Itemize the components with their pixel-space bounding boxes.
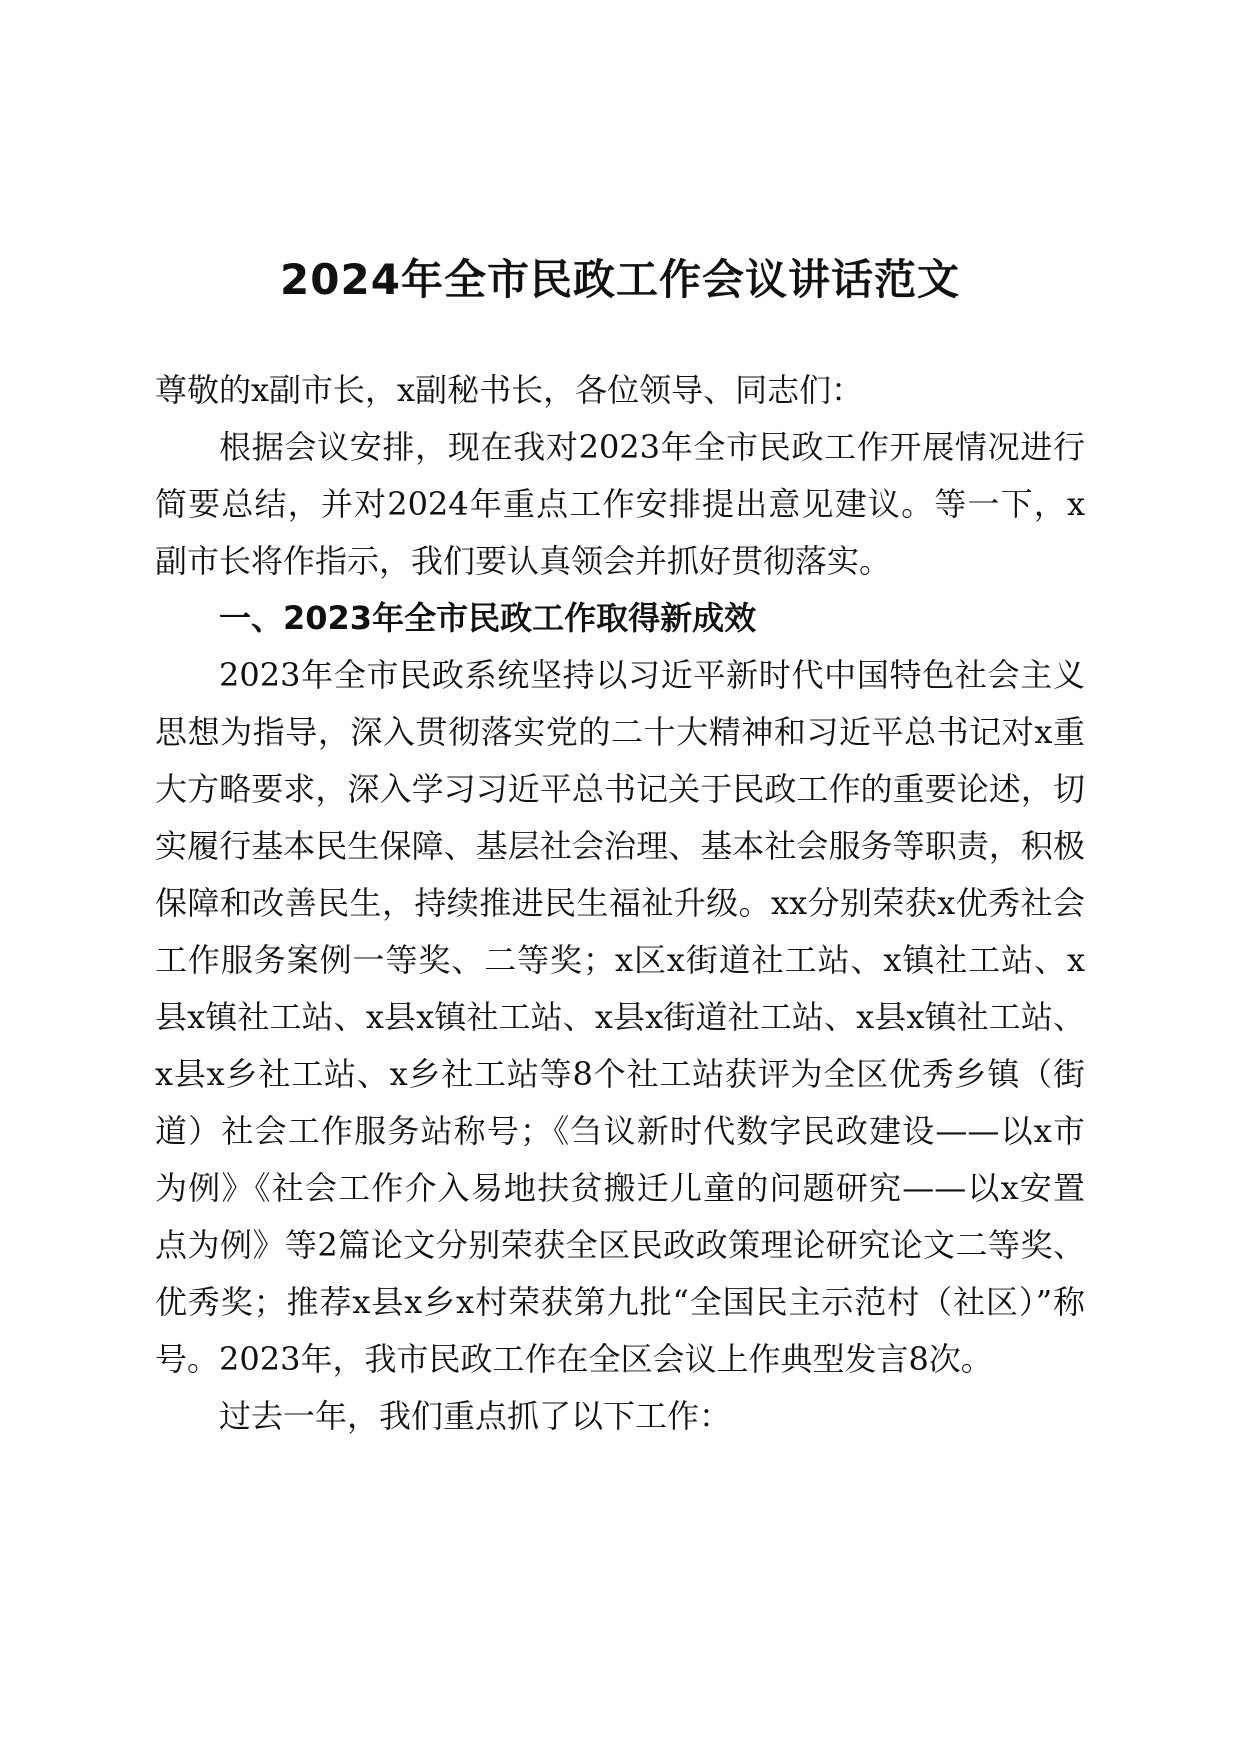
paragraph-achievements: 2023年全市民政系统坚持以习近平新时代中国特色社会主义思想为指导，深入贯彻落实党的二十大精神和习近平总书记对x重大方略要求，深入学习习近平总书记关于民政工作的重要论述，切实履行基本民生保障、基层社会治理、基本社会服务等职责，积极保障和改善民生，持续推进民生福祉升级。xx分别荣获x优秀社会工作服务案例一等奖、二等奖；x区x街道社工站、x镇社工站、x县x镇社工站、x县x镇社工站、x县x街道社工站、x县x镇社工站、x县x乡社工站、x乡社工站等8个社工站获评为全区优秀乡镇（街道）社会工作服务站称号；《刍议新时代数字民政建设——以x市为例》《社会工作介入易地扶贫搬迁儿童的问题研究——以x安置点为例》等2篇论文分别荣获全区民政政策理论研究论文二等奖、优秀奖；推荐x县x乡x村荣获第九批“全国民主示范村（社区）”称号。2023年，我市民政工作在全区会议上作典型发言8次。	[155, 656, 1085, 1378]
salutation: 尊敬的x副市长，x副秘书长，各位领导、同志们：	[155, 371, 864, 409]
document-body	[155, 362, 1085, 1445]
paragraph-past-year: 过去一年，我们重点抓了以下工作：	[219, 1397, 732, 1435]
document-title: 2024年全市民政工作会议讲话范文	[280, 255, 960, 304]
section-heading-1: 一、2023年全市民政工作取得新成效	[219, 599, 757, 637]
paragraph-intro: 根据会议安排，现在我对2023年全市民政工作开展情况进行简要总结，并对2024年重点工作安排提出意见建议。等一下，x副市长将作指示，我们要认真领会并抓好贯彻落实。	[155, 428, 1085, 580]
